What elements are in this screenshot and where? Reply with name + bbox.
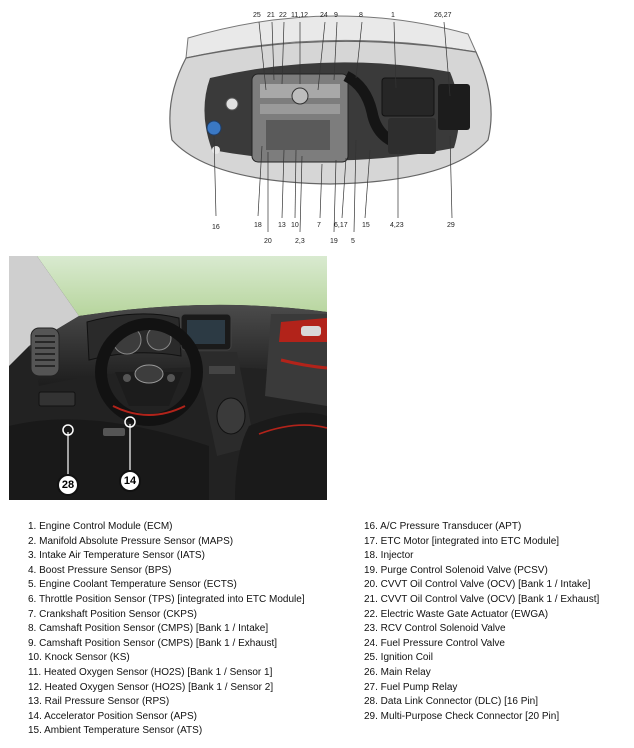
legend-item: 20. CVVT Oil Control Valve (OCV) [Bank 1 / Intake] [364, 579, 591, 591]
legend-item: 19. Purge Control Solenoid Valve (PCSV) [364, 564, 548, 576]
callout-24: 24 [320, 12, 328, 19]
callout-25: 25 [253, 12, 261, 19]
callout-29: 29 [447, 222, 455, 229]
legend-item: 28. Data Link Connector (DLC) [16 Pin] [364, 696, 538, 708]
legend-item: 11. Heated Oxygen Sensor (HO2S) [Bank 1 / Sensor 1] [28, 666, 273, 678]
legend-item: 8. Camshaft Position Sensor (CMPS) [Bank 1 / Intake] [28, 623, 269, 635]
callout-2-3: 2,3 [295, 238, 305, 245]
legend-item: 18. Injector [364, 550, 414, 562]
callout-21: 21 [267, 12, 275, 19]
legend-item: 4. Boost Pressure Sensor (BPS) [28, 564, 172, 576]
callout-11-12: 11,12 [291, 12, 308, 19]
legend-item: 25. Ignition Coil [364, 652, 433, 664]
legend-item: 9. Camshaft Position Sensor (CMPS) [Bank 1 / Exhaust] [28, 637, 277, 649]
callout-8: 8 [359, 12, 363, 19]
photo-callout-28: 28 [57, 474, 79, 496]
engine-bay-figure [150, 0, 510, 250]
legend-item: 6. Throttle Position Sensor (TPS) [integrated into ETC Module] [28, 593, 305, 605]
callout-20: 20 [264, 238, 272, 245]
callout-13: 13 [278, 222, 286, 229]
callout-26-27: 26,27 [434, 12, 452, 19]
callout-9: 9 [334, 12, 338, 19]
callout-19: 19 [330, 238, 338, 245]
legend-item: 12. Heated Oxygen Sensor (HO2S) [Bank 1 / Sensor 2] [28, 681, 274, 693]
legend-item: 24. Fuel Pressure Control Valve [364, 637, 505, 649]
legend-item: 5. Engine Coolant Temperature Sensor (ECTS) [28, 579, 237, 591]
callout-16: 16 [212, 224, 220, 231]
legend-item: 27. Fuel Pump Relay [364, 681, 458, 693]
callout-6-17: 6,17 [334, 222, 348, 229]
callout-22: 22 [279, 12, 287, 19]
legend-item: 7. Crankshaft Position Sensor (CKPS) [28, 608, 197, 620]
callout-7: 7 [317, 222, 321, 229]
callout-4-23: 4,23 [390, 222, 404, 229]
component-legend-left [28, 520, 305, 739]
dashboard-photo [9, 256, 327, 500]
legend-item: 13. Rail Pressure Sensor (RPS) [28, 696, 170, 708]
legend-item: 2. Manifold Absolute Pressure Sensor (MAPS) [28, 535, 234, 547]
legend-item: 26. Main Relay [364, 666, 431, 678]
component-legend-right [364, 520, 599, 724]
legend-item: 17. ETC Motor [integrated into ETC Module] [364, 535, 560, 547]
photo-callout-14: 14 [119, 470, 141, 492]
legend-item: 3. Intake Air Temperature Sensor (IATS) [28, 550, 205, 562]
callout-10: 10 [291, 222, 299, 229]
legend-item: 21. CVVT Oil Control Valve (OCV) [Bank 1 / Exhaust] [364, 593, 600, 605]
legend-item: 10. Knock Sensor (KS) [28, 652, 130, 664]
engine-bay-illustration [150, 0, 510, 250]
dashboard-illustration [9, 256, 327, 500]
callout-5: 5 [351, 238, 355, 245]
legend-item: 29. Multi-Purpose Check Connector [20 Pin] [364, 710, 560, 722]
legend-item: 23. RCV Control Solenoid Valve [364, 623, 506, 635]
legend-item: 22. Electric Waste Gate Actuator (EWGA) [364, 608, 549, 620]
callout-1: 1 [391, 12, 395, 19]
callout-15: 15 [362, 222, 370, 229]
legend-item: 14. Accelerator Position Sensor (APS) [28, 710, 197, 722]
legend-item: 15. Ambient Temperature Sensor (ATS) [28, 725, 203, 737]
legend-item: 16. A/C Pressure Transducer (APT) [364, 521, 522, 532]
legend-item: 1. Engine Control Module (ECM) [28, 521, 173, 532]
callout-18: 18 [254, 222, 262, 229]
